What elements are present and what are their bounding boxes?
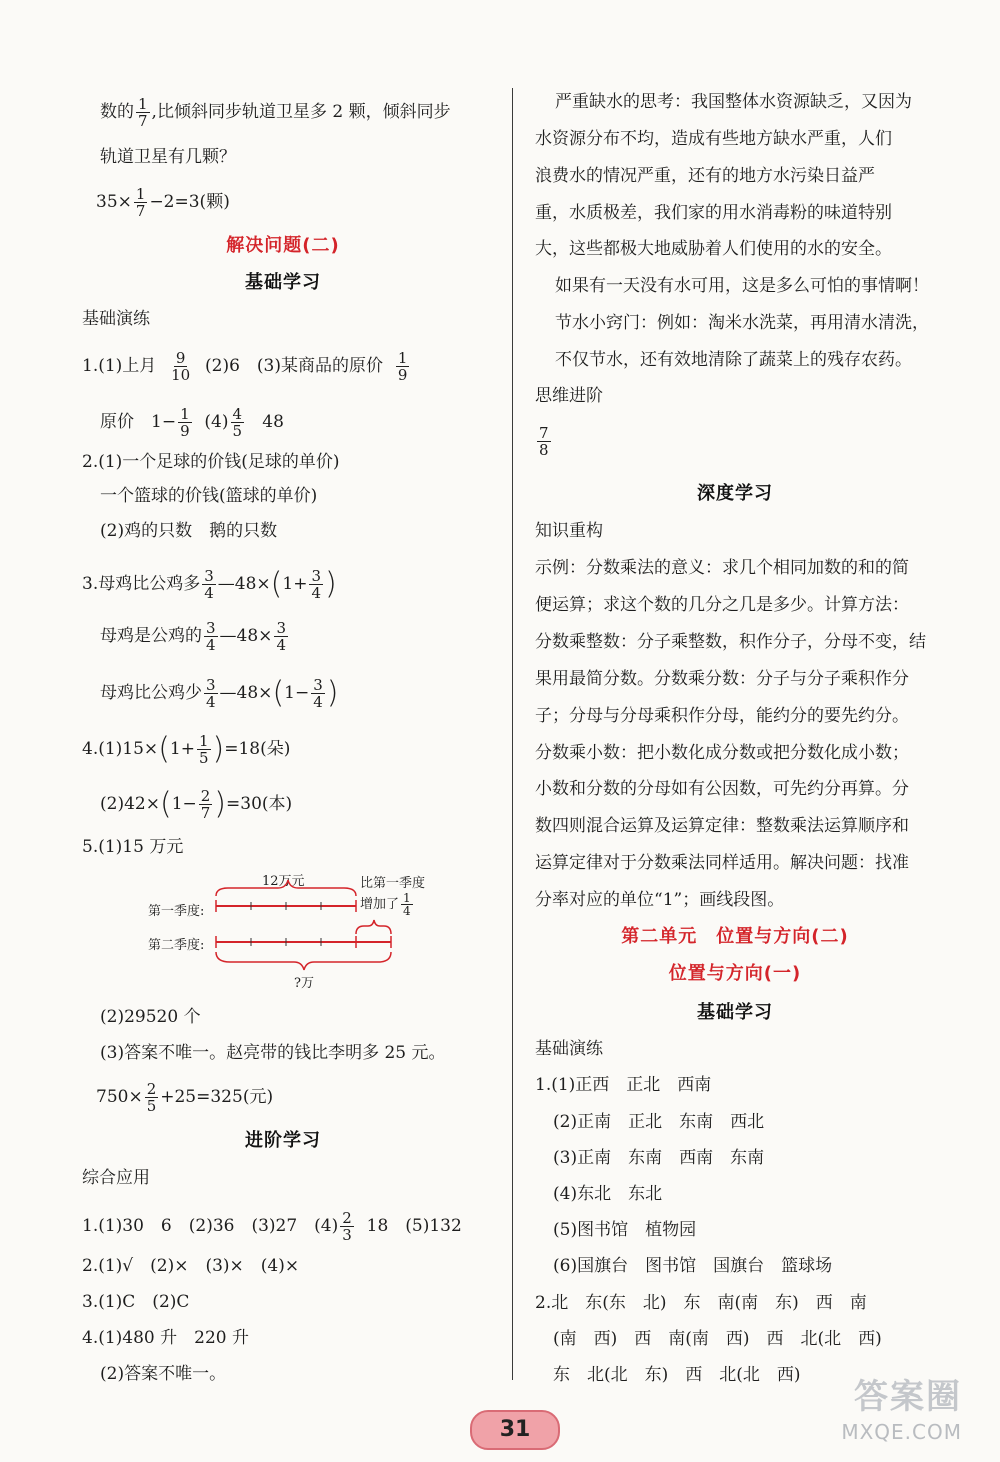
watermark-logo: 答案圈 <box>854 1377 962 1417</box>
answer-line: 2.(1)√ (2)× (3)× (4)× <box>82 1256 300 1276</box>
answer-line: 1.(1)30 6 (2)36 (3)27 (4) $\frac{2}{3}$ 18 (5)132 <box>82 1209 462 1244</box>
answer-line: (2)答案不唯一。 <box>100 1364 227 1384</box>
text-line: 分数乘整数：分子乘整数，积作分子，分母不变，结 <box>535 632 926 652</box>
answer-line: (2)鸡的只数 鹅的只数 <box>100 521 278 541</box>
answer-line: $\frac{7}{8}$ <box>539 424 549 459</box>
answer-line: (3)正南 东南 西南 东南 <box>553 1148 765 1168</box>
text-line: 果用最简分数。分数乘分数：分子与分子乘积作分 <box>535 669 909 689</box>
label: 基础演练 <box>82 309 150 329</box>
answer-line: (6)国旗台 图书馆 国旗台 篮球场 <box>553 1256 833 1276</box>
text-line: 如果有一天没有水可用，这是多么可怕的事情啊！ <box>555 276 929 296</box>
text-line: 小数和分数的分母如有公因数，可先约分再算。分 <box>535 779 909 799</box>
label: 思维进阶 <box>535 386 603 406</box>
answer-line: (2)42×(1− $\frac{2}{7}$ )=30(本) <box>100 786 293 822</box>
text-line: 分数乘小数：把小数化成分数或把分数化成小数； <box>535 743 909 763</box>
answer-line: 3.母鸡比公鸡多 $\frac{3}{4}$ —48×(1+ $\frac{3}{4}$ ) <box>82 566 337 602</box>
diagram-note: 比第一季度 增加了 $\frac{1}{4}$ <box>360 876 426 918</box>
answer-line: 5.(1)15 万元 <box>82 837 184 857</box>
fraction: $\frac{1}{7}$ <box>138 95 148 130</box>
row-label-q2: 第二季度: <box>148 938 205 953</box>
fraction: $\frac{1}{7}$ <box>135 185 146 220</box>
answer-line: (3)答案不唯一。赵亮带的钱比李明多 25 元。 <box>100 1043 446 1063</box>
answer-line: 母鸡比公鸡少 $\frac{3}{4}$ —48×(1− $\frac{3}{4}$ ) <box>100 675 339 711</box>
unit-title: 第二单元 位置与方向(二) <box>621 926 849 947</box>
answer-line: 母鸡是公鸡的 $\frac{3}{4}$ —48× $\frac{3}{4}$ <box>100 619 286 654</box>
answer-line: 1.(1)上月 $\frac{9}{10}$ (2)6 (3)某商品的原价 $\frac{1}{9}$ <box>82 349 408 384</box>
text-line: 分率对应的单位“1”；画线段图。 <box>535 890 785 910</box>
answer-line: 原价 1− $\frac{1}{9}$ (4) $\frac{4}{5}$ 48 <box>100 405 284 440</box>
row-label-q1: 第一季度: <box>148 904 205 919</box>
text-line: 大，这些都极大地威胁着人们使用的水的安全。 <box>535 239 892 259</box>
subsection-title: 基础学习 <box>697 1002 773 1023</box>
subsection-title: 深度学习 <box>697 483 773 504</box>
answer-line: (4)东北 东北 <box>553 1184 663 1204</box>
text-line: 不仅节水，还有效地清除了蔬菜上的残存农药。 <box>555 350 912 370</box>
answer-line: (2)正南 正北 东南 西北 <box>553 1112 765 1132</box>
answer-line: (南 西) 西 南(南 西) 西 北(北 西) <box>553 1329 882 1349</box>
text-line: 重，水质极差，我们家的用水消毒粉的味道特别 <box>535 203 892 223</box>
answer-line: 2.北 东(东 北) 东 南(南 东) 西 南 <box>535 1293 867 1313</box>
diagram-bottom-label: ?万 <box>294 976 314 991</box>
answer-line: 2.(1)一个足球的价钱(足球的单价) <box>82 452 340 472</box>
text-line: 运算定律对于分数乘法同样适用。解决问题：找准 <box>535 853 909 873</box>
column-divider <box>512 88 513 1380</box>
answer-line: 4.(1)15×(1+ $\frac{1}{5}$ )=18(朵) <box>82 731 291 767</box>
text-line: 数的 $\frac{1}{7}$ ,比倾斜同步轨道卫星多 2 颗，倾斜同步 <box>100 95 451 130</box>
watermark-url: MXQE.COM <box>841 1420 962 1444</box>
text-line: 数四则混合运算及运算定律：整数乘法运算顺序和 <box>535 816 909 836</box>
diagram-top-label: 12万元 <box>262 874 305 889</box>
page-number: 31 <box>470 1410 560 1450</box>
label: 知识重构 <box>535 521 603 541</box>
label: 基础演练 <box>535 1039 603 1059</box>
lesson-title: 位置与方向(一) <box>668 963 802 984</box>
text-line: 便运算；求这个数的几分之几是多少。计算方法： <box>535 595 909 615</box>
subsection-title: 进阶学习 <box>245 1130 321 1151</box>
text-line: 水资源分布不均，造成有些地方缺水严重，人们 <box>535 129 892 149</box>
answer-line: 1.(1)正西 正北 西南 <box>535 1075 712 1095</box>
text-line: 节水小窍门：例如：淘米水洗菜，再用清水清洗， <box>555 313 929 333</box>
text-line: 浪费水的情况严重，还有的地方水污染日益严 <box>535 166 875 186</box>
answer-line: (2)29520 个 <box>100 1007 201 1027</box>
answer-line: 3.(1)C (2)C <box>82 1292 190 1312</box>
text-line: 子；分母与分母乘积作分母，能约分的要先约分。 <box>535 706 909 726</box>
equation-line: 750× $\frac{2}{5}$ +25=325(元) <box>96 1080 274 1115</box>
segment-diagram <box>138 866 478 996</box>
text-line: 示例：分数乘法的意义：求几个相同加数的和的简 <box>535 558 909 578</box>
answer-line: (5)图书馆 植物园 <box>553 1220 697 1240</box>
subsection-title: 基础学习 <box>245 272 321 293</box>
text-line: 轨道卫星有几颗？ <box>100 147 236 167</box>
answer-line: 东 北(北 东) 西 北(北 西) <box>553 1365 801 1385</box>
answer-line: 一个篮球的价钱(篮球的单价) <box>100 486 318 506</box>
label: 综合应用 <box>82 1168 150 1188</box>
watermark <box>756 1377 986 1454</box>
equation-line: 35× $\frac{1}{7}$ −2=3(颗) <box>96 185 230 220</box>
text-line: 严重缺水的思考：我国整体水资源缺乏，又因为 <box>555 92 912 112</box>
section-title: 解决问题(二) <box>226 235 340 256</box>
answer-line: 4.(1)480 升 220 升 <box>82 1328 250 1348</box>
